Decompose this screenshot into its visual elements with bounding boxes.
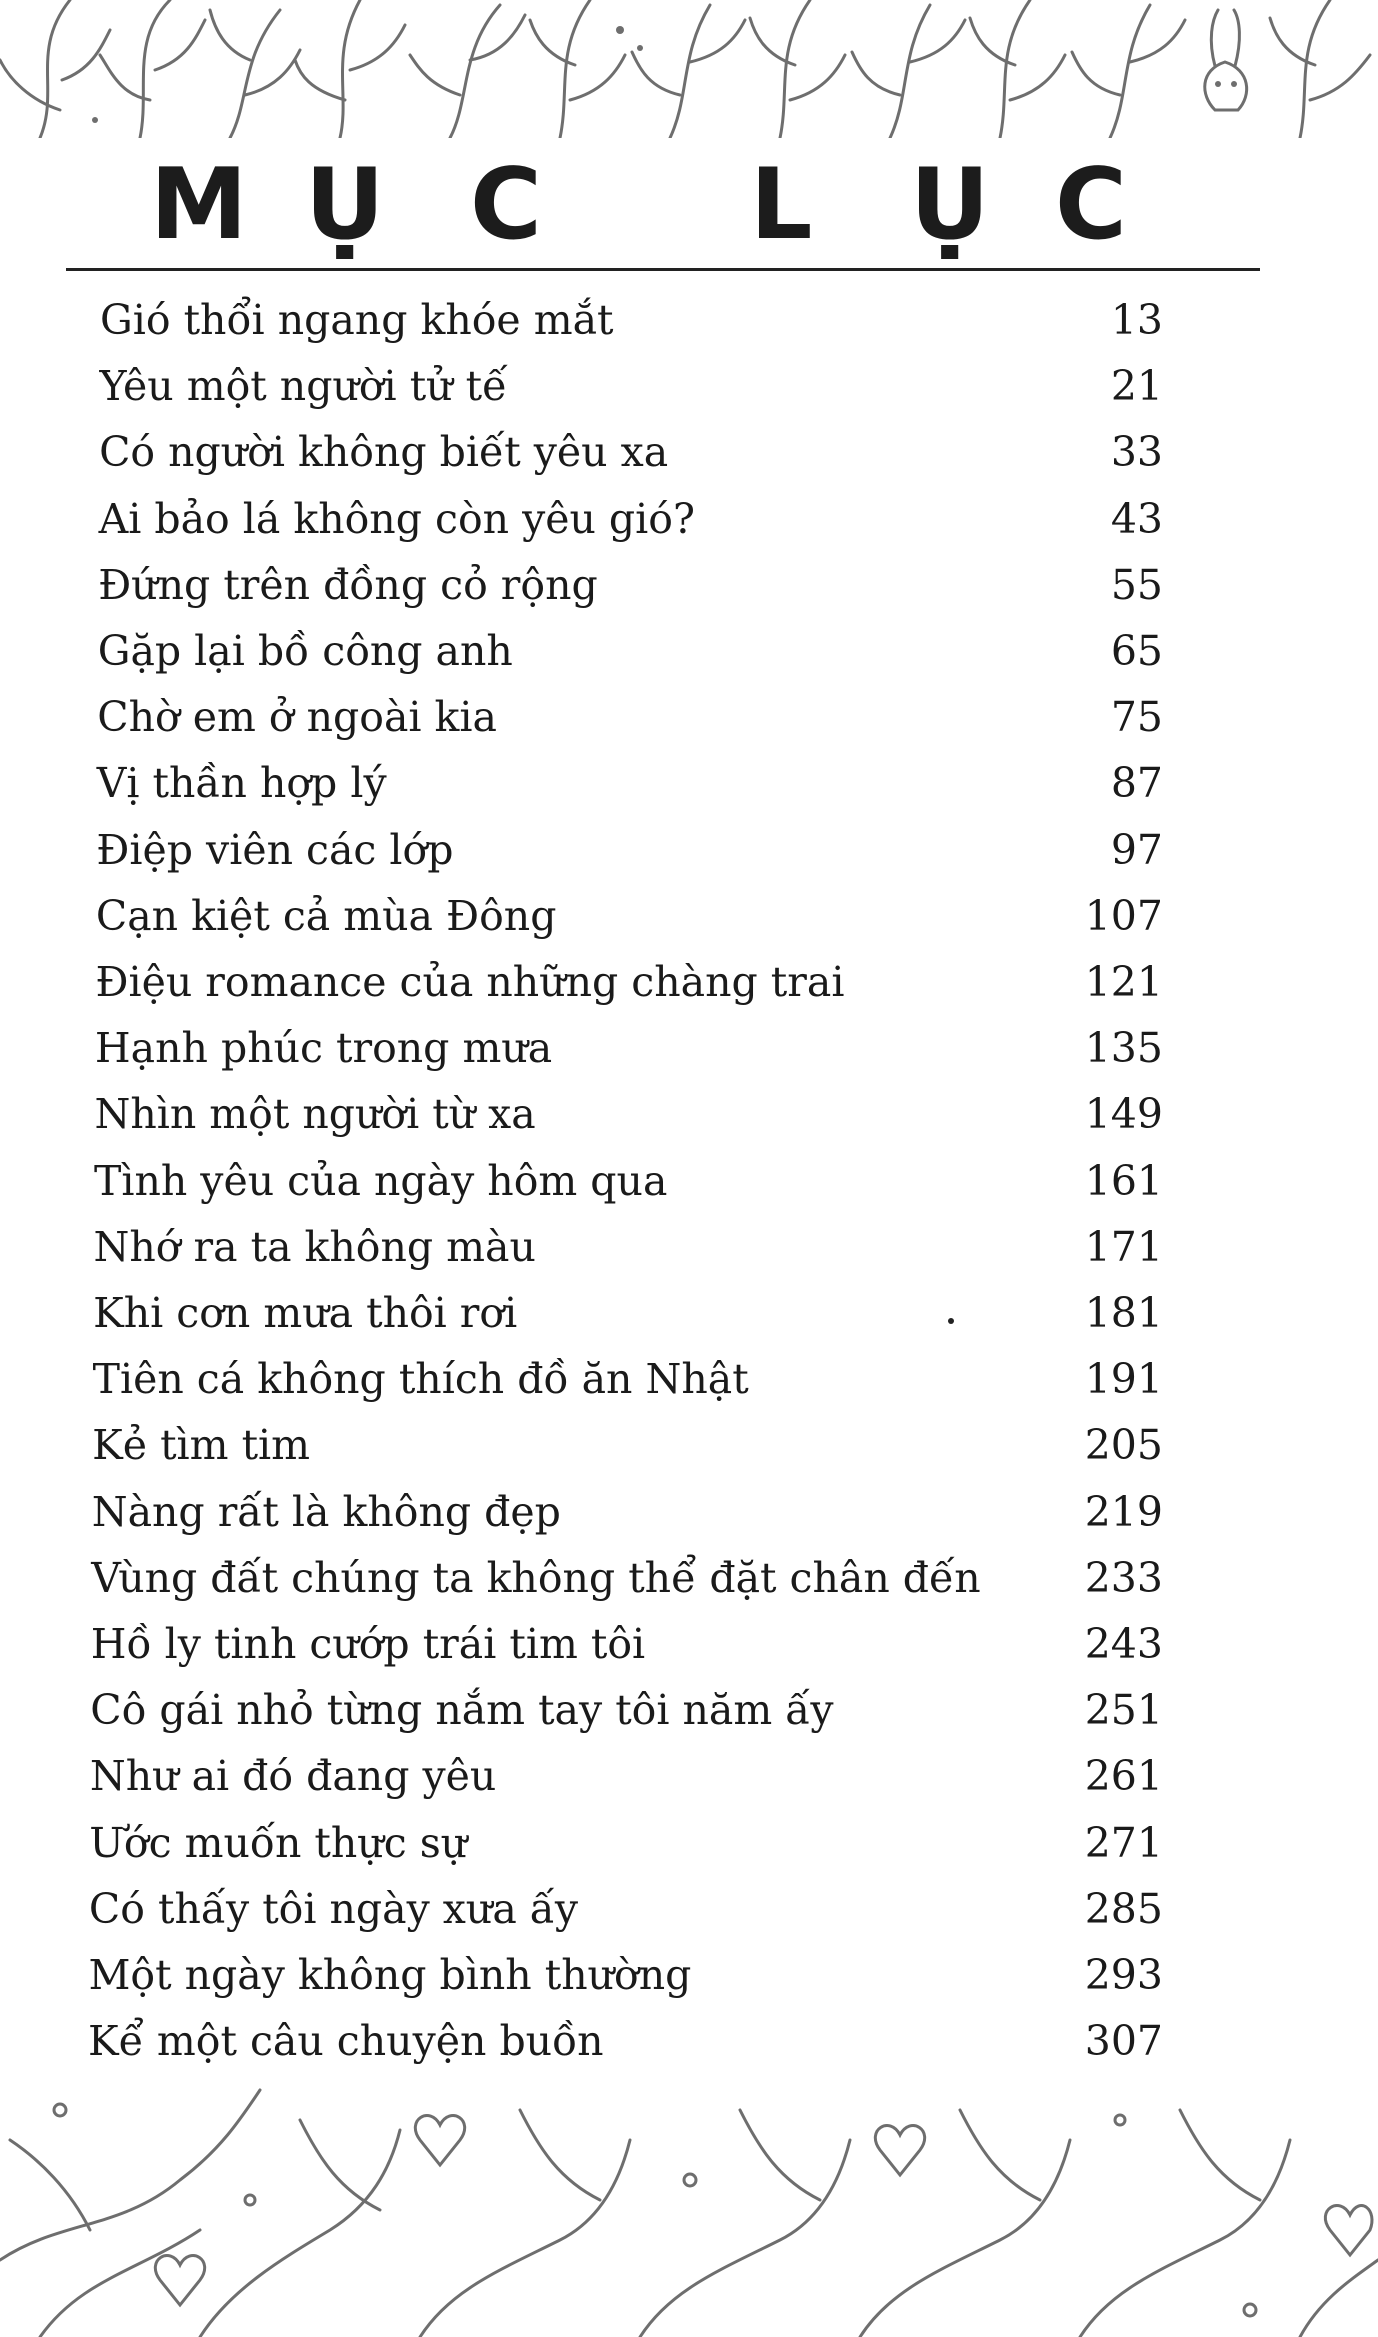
heading-letter: Ụ bbox=[305, 148, 385, 262]
toc-entry[interactable] bbox=[91, 1614, 1163, 1674]
toc-entry-title: Điệp viên các lớp bbox=[96, 825, 454, 874]
bottom-floral-border bbox=[0, 2080, 1378, 2337]
heading-divider bbox=[66, 268, 1260, 271]
toc-entry-page: 107 bbox=[1084, 891, 1163, 940]
toc-entry-page: 171 bbox=[1084, 1222, 1163, 1271]
toc-entry-title: Đứng trên đồng cỏ rộng bbox=[98, 560, 598, 609]
toc-entry[interactable] bbox=[93, 1349, 1163, 1409]
toc-entry-page: 65 bbox=[1110, 627, 1163, 675]
toc-entry-page: 161 bbox=[1084, 1156, 1163, 1205]
toc-entry-title: Chờ em ở ngoài kia bbox=[97, 693, 497, 742]
toc-entry-page: 75 bbox=[1110, 693, 1163, 742]
toc-entry-page: 121 bbox=[1084, 958, 1163, 1006]
toc-entry-page: 307 bbox=[1084, 2017, 1163, 2066]
toc-entry-title: Vị thần hợp lý bbox=[96, 759, 387, 808]
toc-entry[interactable] bbox=[96, 820, 1163, 880]
toc-entry-title: Ai bảo lá không còn yêu gió? bbox=[98, 494, 695, 543]
toc-entry-title: Hạnh phúc trong mưa bbox=[94, 1024, 553, 1073]
toc-entry-title: Yêu một người tử tế bbox=[99, 362, 508, 411]
toc-entry-title: Kể một câu chuyện buồn bbox=[88, 2017, 604, 2066]
toc-entry-title: Nhìn một người từ xa bbox=[94, 1090, 536, 1139]
toc-entry[interactable] bbox=[89, 1879, 1163, 1939]
toc-entry[interactable] bbox=[97, 753, 1163, 813]
toc-entry[interactable] bbox=[98, 555, 1163, 615]
toc-entry-page: 135 bbox=[1084, 1024, 1163, 1073]
toc-entry-title: Ước muốn thực sự bbox=[89, 1818, 468, 1867]
toc-entry-page: 285 bbox=[1084, 1884, 1163, 1933]
bottom-leaf-pattern bbox=[0, 2080, 1378, 2337]
toc-entry-title: Tình yêu của ngày hôm qua bbox=[94, 1156, 668, 1205]
toc-entry[interactable] bbox=[93, 1283, 1163, 1343]
toc-entry-title: Nàng rất là không đẹp bbox=[91, 1487, 561, 1536]
toc-entry-title: Kẻ tìm tim bbox=[92, 1421, 311, 1470]
top-leaf-pattern bbox=[0, 0, 1378, 138]
toc-entry-title: Vùng đất chúng ta không thể đặt chân đến bbox=[91, 1553, 981, 1602]
toc-entry-page: 33 bbox=[1110, 428, 1163, 477]
toc-entry-title: Gió thổi ngang khóe mắt bbox=[100, 296, 614, 344]
toc-entry[interactable] bbox=[98, 621, 1163, 681]
toc-entry-page: 261 bbox=[1084, 1752, 1163, 1801]
toc-entry-title: Có người không biết yêu xa bbox=[99, 428, 669, 477]
toc-entry-page: 43 bbox=[1110, 494, 1163, 543]
heading-letter: Ụ bbox=[910, 148, 990, 262]
toc-entry[interactable] bbox=[95, 952, 1163, 1012]
toc-entry-page: 55 bbox=[1110, 560, 1163, 609]
toc-entry[interactable] bbox=[88, 1945, 1163, 2005]
toc-entry-title: Một ngày không bình thường bbox=[88, 1951, 692, 1999]
toc-entry[interactable] bbox=[90, 1680, 1163, 1740]
toc-entry[interactable] bbox=[88, 2011, 1163, 2071]
toc-entry[interactable] bbox=[89, 1813, 1163, 1873]
toc-entry-page: 181 bbox=[1084, 1289, 1163, 1337]
top-floral-border bbox=[0, 0, 1378, 138]
toc-entry-page: 251 bbox=[1084, 1686, 1163, 1735]
toc-entry-page: 233 bbox=[1084, 1553, 1163, 1602]
stray-dot bbox=[948, 1318, 954, 1324]
toc-entry-page: 293 bbox=[1084, 1951, 1163, 1999]
toc-heading bbox=[150, 150, 1150, 260]
toc-entry-title: Điệu romance của những chàng trai bbox=[95, 958, 845, 1006]
toc-entry[interactable] bbox=[96, 886, 1163, 946]
toc-entry-page: 271 bbox=[1084, 1818, 1163, 1867]
toc-entry-title: Gặp lại bồ công anh bbox=[97, 627, 513, 675]
toc-entry[interactable] bbox=[100, 356, 1163, 416]
toc-entry[interactable] bbox=[94, 1151, 1163, 1211]
toc-entry-page: 243 bbox=[1084, 1620, 1163, 1668]
toc-entry-page: 87 bbox=[1110, 759, 1163, 808]
heading-letter: M bbox=[150, 148, 248, 262]
toc-entry-page: 97 bbox=[1110, 825, 1163, 874]
heading-letter: C bbox=[1055, 148, 1127, 262]
heading-letter: L bbox=[750, 148, 813, 262]
toc-entry[interactable] bbox=[92, 1415, 1163, 1475]
toc-entry-title: Tiên cá không thích đồ ăn Nhật bbox=[92, 1355, 749, 1404]
toc-entry-title: Nhớ ra ta không màu bbox=[93, 1222, 536, 1271]
toc-entry-page: 13 bbox=[1110, 296, 1163, 344]
toc-entry[interactable] bbox=[100, 290, 1163, 350]
toc-entry-page: 205 bbox=[1084, 1421, 1163, 1470]
toc-entry[interactable] bbox=[99, 422, 1163, 482]
toc-entry[interactable] bbox=[97, 687, 1163, 747]
toc-entry-title: Có thấy tôi ngày xưa ấy bbox=[88, 1884, 579, 1933]
toc-entry-page: 219 bbox=[1084, 1487, 1163, 1536]
toc-entry-title: Khi cơn mưa thôi rơi bbox=[93, 1289, 518, 1337]
toc-entry-title: Như ai đó đang yêu bbox=[89, 1752, 497, 1801]
toc-entry-page: 191 bbox=[1084, 1355, 1163, 1404]
toc-entry[interactable] bbox=[99, 489, 1163, 549]
toc-entry-title: Hồ ly tinh cướp trái tim tôi bbox=[90, 1620, 646, 1668]
toc-entry[interactable] bbox=[94, 1217, 1163, 1277]
toc-entry-title: Cô gái nhỏ từng nắm tay tôi năm ấy bbox=[90, 1686, 834, 1735]
toc-entry[interactable] bbox=[92, 1482, 1163, 1542]
heading-letter: C bbox=[470, 148, 542, 262]
toc-entry-page: 21 bbox=[1110, 362, 1163, 411]
toc-entry[interactable] bbox=[94, 1084, 1163, 1144]
toc-entry[interactable] bbox=[91, 1548, 1163, 1608]
toc-entry[interactable] bbox=[95, 1018, 1163, 1078]
toc-entry[interactable] bbox=[90, 1746, 1163, 1806]
toc-entry-title: Cạn kiệt cả mùa Đông bbox=[95, 891, 557, 940]
toc-entry-page: 149 bbox=[1084, 1090, 1163, 1139]
